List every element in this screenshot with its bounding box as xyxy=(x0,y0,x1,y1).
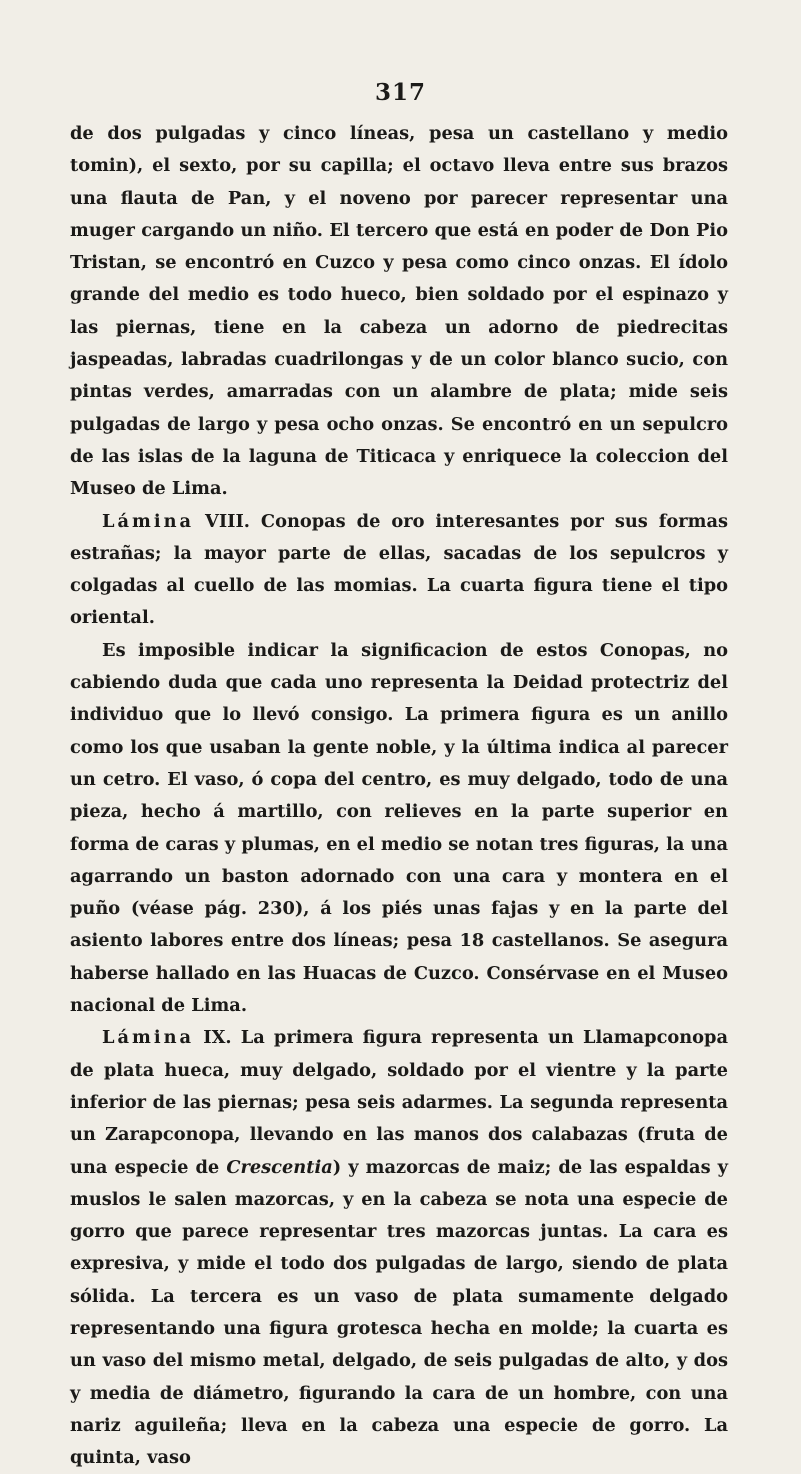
paragraph-4 xyxy=(70,1022,728,1474)
paragraph-4-italic-term: Crescentia xyxy=(226,1156,333,1178)
paragraph-1-text: de dos pulgadas y cinco líneas, pesa un castellano y medio tomin), el sexto, por su capilla; el octavo lleva entre sus brazos una flauta de Pan, y el noveno por parecer representar una muger cargando un niño. El tercero que está en poder de Don Pio Tristan, se encontró en Cuzco y pesa como cinco onzas. El ídolo grande del medio es todo hueco, bien soldado por el espinazo y las piernas, tiene en la cabeza un adorno de piedrecitas jaspeadas, labradas cuadrilongas y de un color blanco sucio, con pintas verdes, amarradas con un alambre de plata; mide seis pulgadas de largo y pesa ocho onzas. Se encontró en un sepulcro de las islas de la laguna de Titicaca y enriquece la coleccion del Museo de Lima. xyxy=(70,123,728,500)
paragraph-1 xyxy=(70,118,728,506)
paragraph-4-text-after: ) y mazorcas de maiz; de las espaldas y muslos le salen mazorcas, y en la cabeza se nota una especie de gorro que parece representar tres mazorcas juntas. La cara es expresiva, y mide el todo dos pulgadas de largo, siendo de plata sólida. La tercera es un vaso de plata sumamente delgado representando una figura grotesca hecha en molde; la cuarta es un vaso del mismo metal, delgado, de seis pulgadas de alto, y dos y media de diámetro, figurando la cara de un hombre, con una nariz aguileña; lleva en la cabeza una especie de gorro. La quinta, vaso xyxy=(70,1156,728,1469)
body-text xyxy=(70,118,728,1474)
paragraph-2 xyxy=(70,506,728,635)
page-number: 317 xyxy=(374,79,426,106)
plate-heading-ix: Lámina xyxy=(102,1027,195,1049)
plate-heading-viii: Lámina xyxy=(102,510,195,532)
paragraph-2-text: VIII. Conopas de oro interesantes por sus formas estrañas; la mayor parte de ellas, sacadas de los sepulcros y colgadas al cuello de las momias. La cuarta figura tiene el tipo oriental. xyxy=(70,510,728,629)
paragraph-3 xyxy=(70,635,728,1023)
paragraph-4-text-before: IX. La primera figura representa un Llamapconopa de plata hueca, muy delgado, soldado por el vientre y la parte inferior de las piernas; pesa seis adarmes. La segunda representa un Zarapconopa, llevando en las manos dos calabazas (fruta de una especie de xyxy=(70,1027,728,1178)
paragraph-3-text: Es imposible indicar la significacion de estos Conopas, no cabiendo duda que cada uno representa la Deidad protectriz del individuo que lo llevó consigo. La primera figura es un anillo como los que usaban la gente noble, y la última indica al parecer un cetro. El vaso, ó copa del centro, es muy delgado, todo de una pieza, hecho á martillo, con relieves en la parte superior en forma de caras y plumas, en el medio se notan tres figuras, la una agarrando un baston adornado con una cara y montera en el puño (véase pág. 230), á los piés unas fajas y en la parte del asiento labores entre dos líneas; pesa 18 castellanos. Se asegura haberse hallado en las Huacas de Cuzco. Consérvase en el Museo nacional de Lima. xyxy=(70,639,728,1017)
